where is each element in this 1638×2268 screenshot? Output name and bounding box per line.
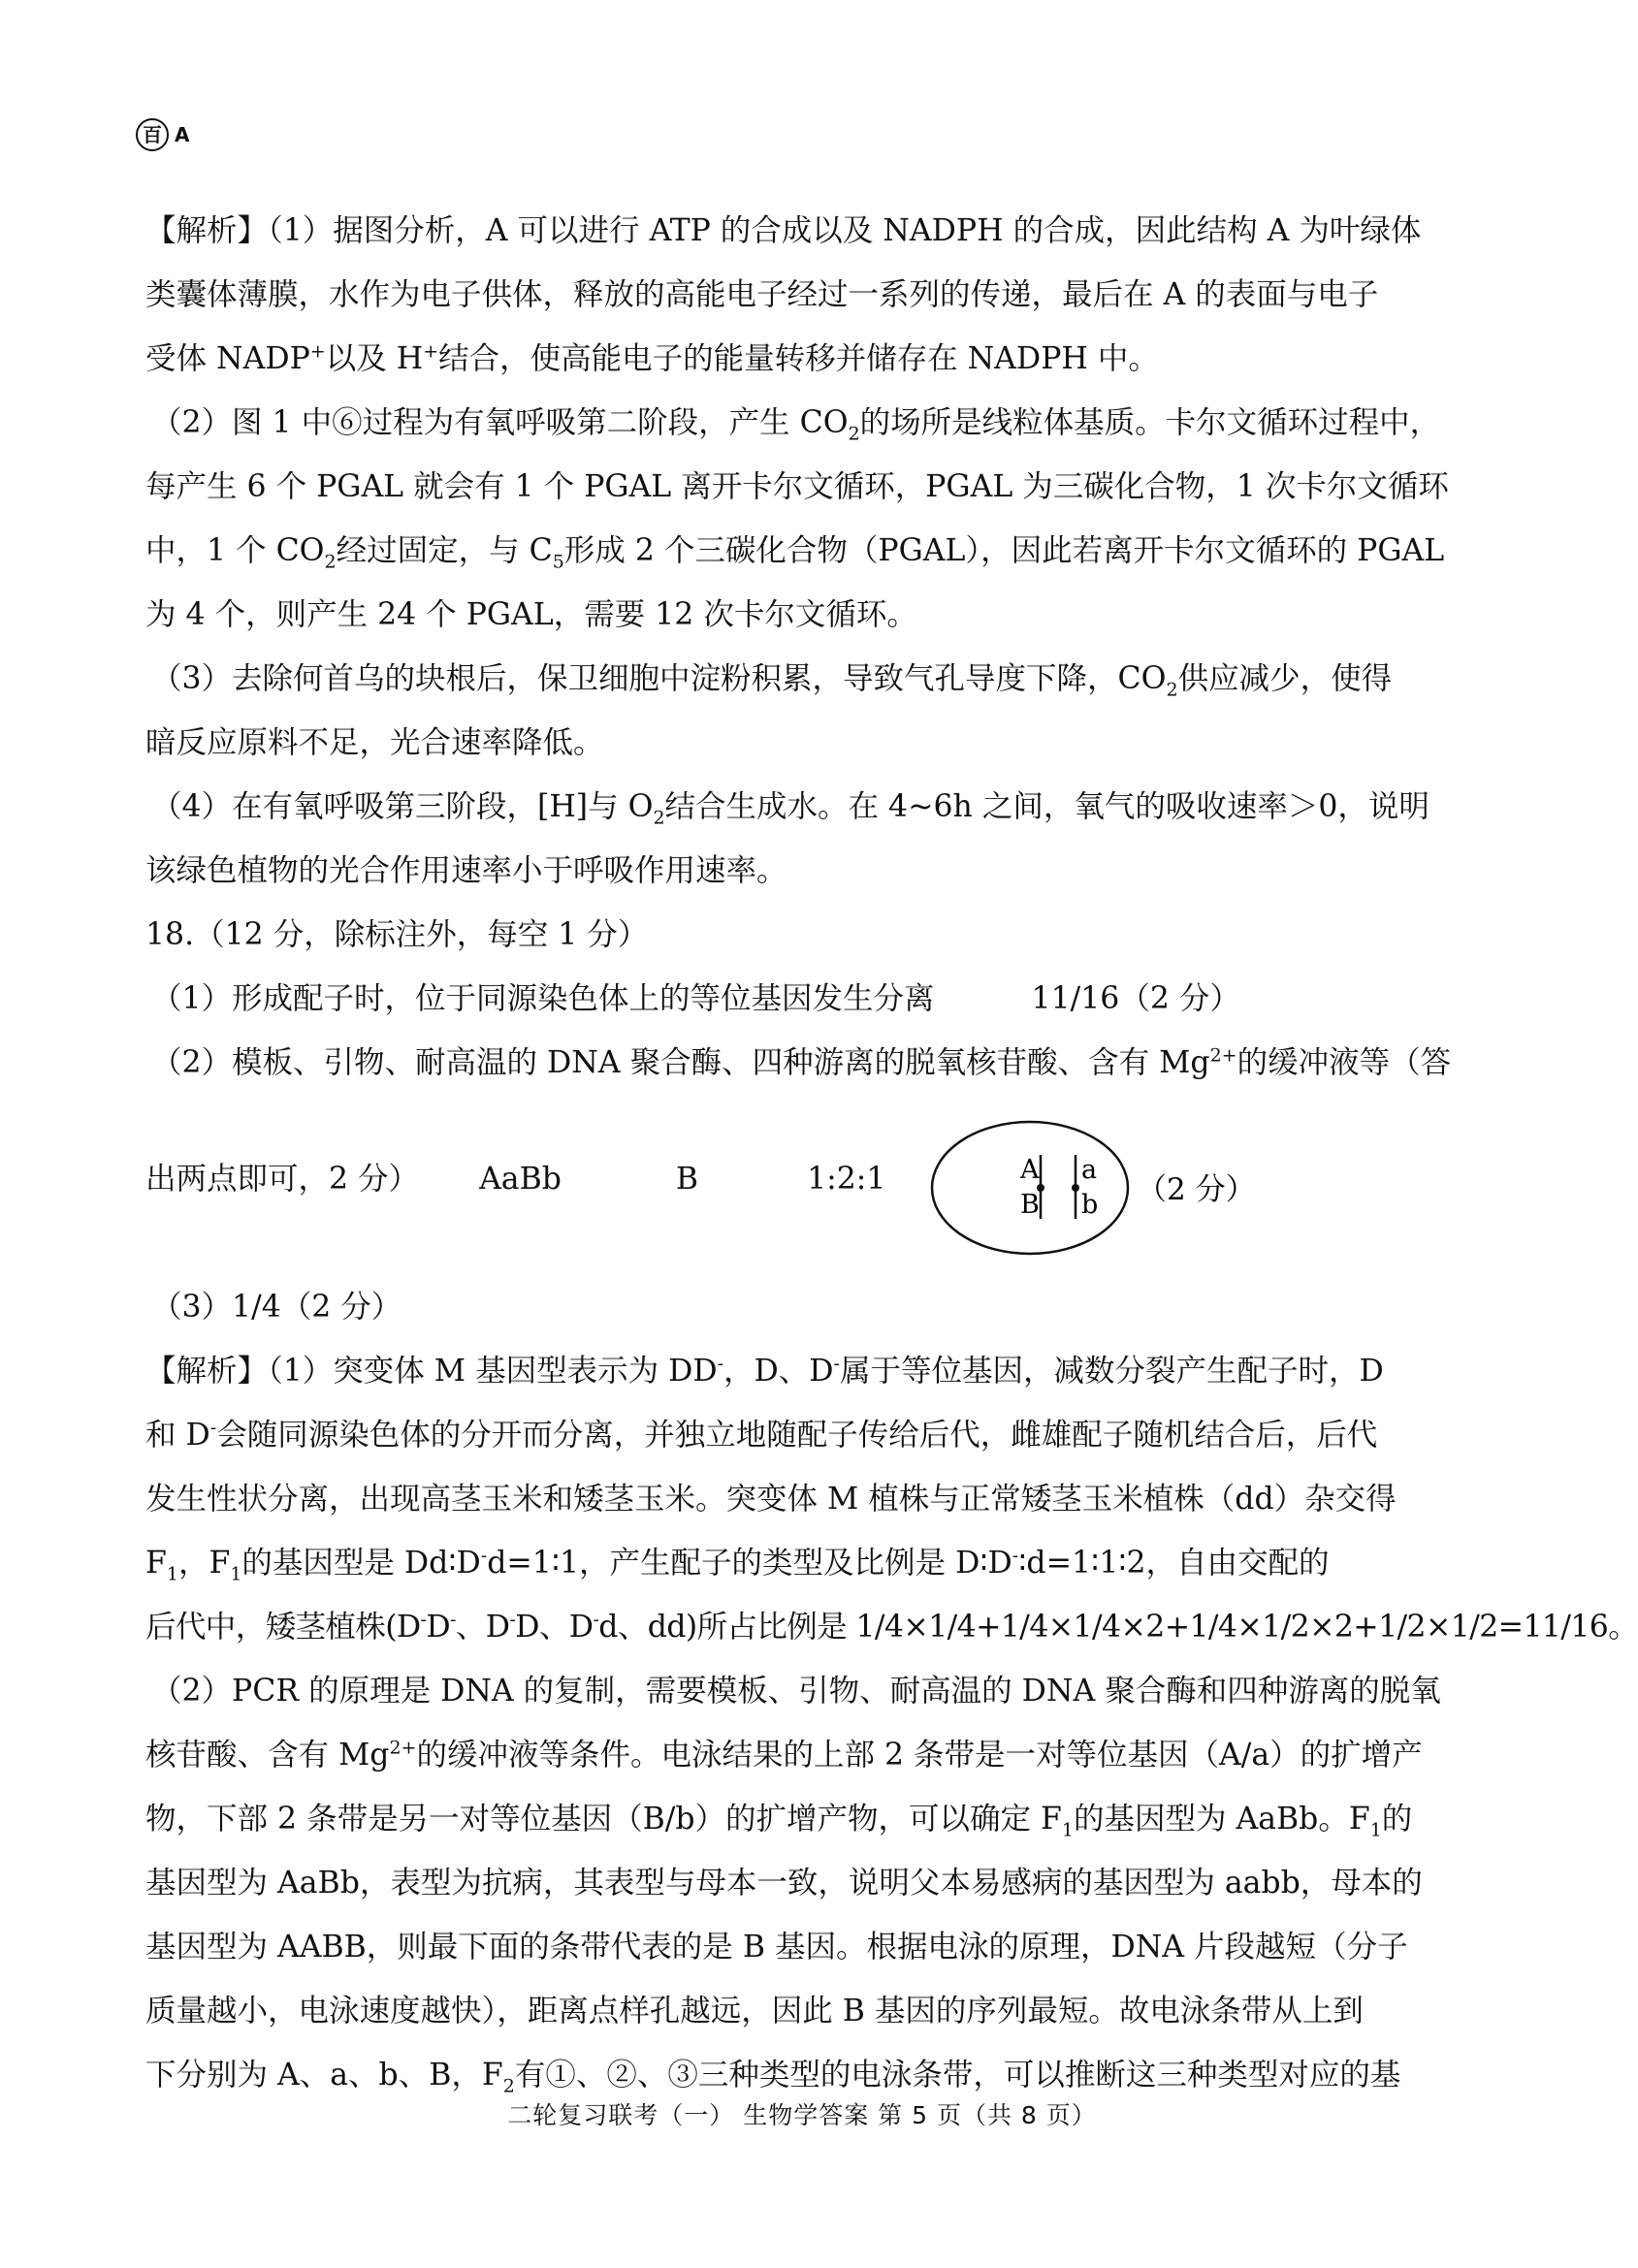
text-line: 后代中，矮茎植株(D-D-、D-D、D-d、dd)所占比例是 1/4×1/4+1/4×1/4×2+1/4×1/2×2+1/2×1/2=11/16。 bbox=[145, 1609, 1638, 1645]
logo-mark: 百 bbox=[136, 118, 169, 151]
answer-line: （3）1/4（2 分） bbox=[151, 1290, 402, 1325]
allele-label-A: A bbox=[1020, 1155, 1040, 1185]
text-line: 【解析】（1）突变体 M 基因型表示为 DD-，D、D-属于等位基因，减数分裂产生配子时，D bbox=[145, 1353, 1384, 1389]
text-line: 【解析】（1）据图分析，A 可以进行 ATP 的合成以及 NADPH 的合成，因此结构 A 为叶绿体 bbox=[145, 213, 1422, 248]
text-line: （2）PCR 的原理是 DNA 的复制，需要模板、引物、耐高温的 DNA 聚合酶和四种游离的脱氧 bbox=[151, 1674, 1441, 1709]
text-line: 为 4 个，则产生 24 个 PGAL，需要 12 次卡尔文循环。 bbox=[145, 597, 917, 632]
text-line: （4）在有氧呼吸第三阶段，[H]与 $O_2$结合生成水。在 4~6h 之间，氧气的吸收速率＞0，说明 bbox=[151, 789, 1429, 829]
text-line: 每产生 6 个 PGAL 就会有 1 个 PGAL 离开卡尔文循环，PGAL 为三碳化合物，1 次卡尔文循环 bbox=[145, 469, 1449, 504]
text-line: （2）图 1 中⑥过程为有氧呼吸第二阶段，产生 $CO_2$的场所是线粒体基质。卡尔文循环过程中， bbox=[151, 405, 1441, 445]
answer-content bbox=[145, 199, 1638, 2107]
text-line: 基因型为 AABB，则最下面的条带代表的是 B 基因。根据电泳的原理，DNA 片段越短（分子 bbox=[145, 1930, 1408, 1965]
text-line: $F_1$，$F_1$的基因型是 Dd∶D-d=1∶1，产生配子的类型及比例是 D∶D-∶d=1∶1∶2，自由交配的 bbox=[145, 1545, 1330, 1585]
question-header: 18.（12 分，除标注外，每空 1 分） bbox=[145, 917, 649, 952]
allele-label-B: B bbox=[1020, 1190, 1040, 1220]
text-line: （3）去除何首乌的块根后，保卫细胞中淀粉积累，导致气孔导度下降，$CO_2$供应减少，使得 bbox=[151, 661, 1393, 701]
text-line: 质量越小，电泳速度越快），距离点样孔越远，因此 B 基因的序列最短。故电泳条带从上到 bbox=[145, 1994, 1364, 2028]
text-line: 基因型为 AaBb，表型为抗病，其表型与母本一致，说明父本易感病的基因型为 aabb，母本的 bbox=[145, 1866, 1423, 1901]
text-line: 物，下部 2 条带是另一对等位基因（B/b）的扩增产物，可以确定 $F_1$的基因型为 AaBb。$F_1$的 bbox=[145, 1802, 1413, 1841]
text-line: 下分别为 A、a、b、B，$F_2$有①、②、③三种类型的电泳条带，可以推断这三种类型对应的基 bbox=[145, 2058, 1401, 2097]
answer-row-with-figure bbox=[145, 1095, 1464, 1275]
answer-line: （1）形成配子时，位于同源染色体上的等位基因发生分离 11/16（2 分） bbox=[151, 981, 1240, 1016]
chromosome-diagram bbox=[923, 1112, 1256, 1258]
text-line: 类囊体薄膜，水作为电子供体，释放的高能电子经过一系列的传递，最后在 A 的表面与电子 bbox=[145, 277, 1379, 312]
text-line: 核苷酸、含有 $Mg^{2+}$的缓冲液等条件。电泳结果的上部 2 条带是一对等位基因（A/a）的扩增产 bbox=[145, 1737, 1423, 1773]
text-line: 受体 NADP+以及 H+结合，使高能电子的能量转移并储存在 NADPH 中。 bbox=[145, 340, 1159, 376]
answer-line: 出两点即可，2 分） AaBb B 1:2:1 bbox=[145, 1162, 886, 1197]
text-line: 暗反应原料不足，光合速率降低。 bbox=[145, 725, 604, 760]
publisher-logo bbox=[136, 116, 189, 153]
allele-label-b: b bbox=[1081, 1190, 1099, 1220]
text-line: 发生性状分离，出现高茎玉米和矮茎玉米。突变体 M 植株与正常矮茎玉米植株（dd）杂交得 bbox=[145, 1482, 1397, 1517]
allele-label-a: a bbox=[1081, 1155, 1098, 1185]
logo-letter: A bbox=[175, 123, 190, 146]
page-footer: 二轮复习联考（一） 生物学答案 第 5 页（共 8 页） bbox=[507, 2101, 1097, 2129]
figure-score: （2 分） bbox=[1137, 1172, 1256, 1207]
text-line: 中，1 个 $CO_2$经过固定，与 $C_5$形成 2 个三碳化合物（PGAL），因此若离开卡尔文循环的 PGAL bbox=[145, 533, 1445, 573]
answer-line: （2）模板、引物、耐高温的 DNA 聚合酶、四种游离的脱氧核苷酸、含有 $Mg^{2+}$的缓冲液等（答 bbox=[151, 1044, 1452, 1080]
text-line: 和 D-会随同源染色体的分开而分离，并独立地随配子传给后代，雌雄配子随机结合后，后代 bbox=[145, 1417, 1378, 1453]
text-line: 该绿色植物的光合作用速率小于呼吸作用速率。 bbox=[145, 853, 787, 888]
